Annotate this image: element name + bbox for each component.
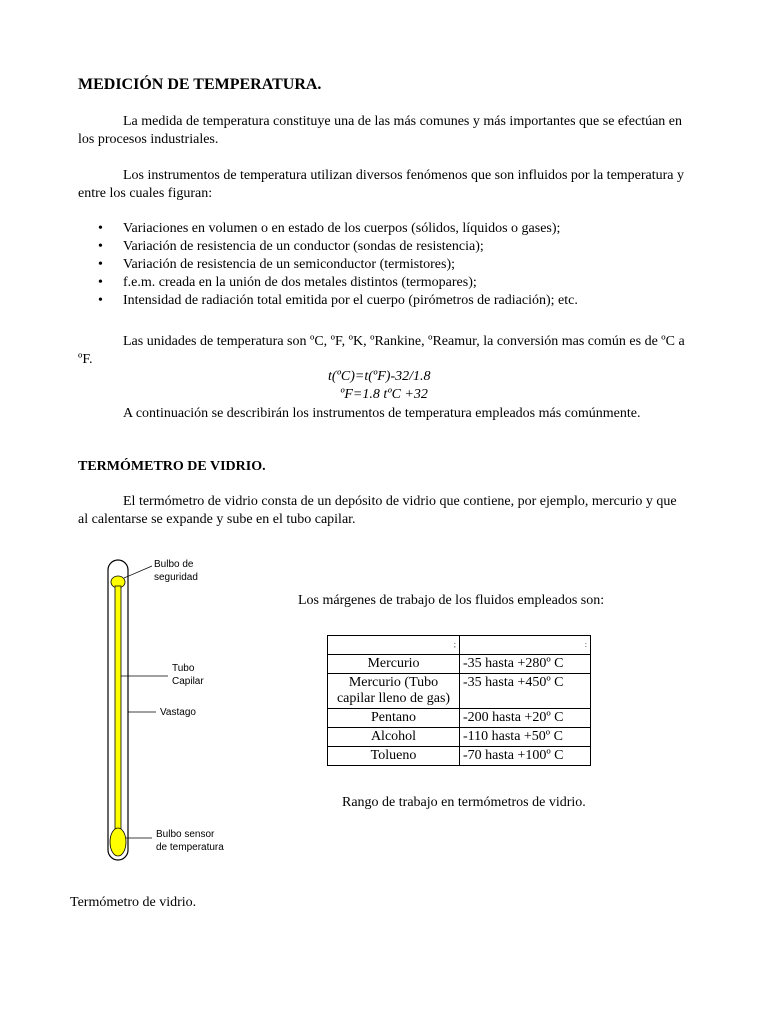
table-row bbox=[328, 655, 591, 674]
table-header-row bbox=[328, 636, 591, 655]
section-paragraph: El termómetro de vidrio consta de un depósito de vidrio que contiene, por ejemplo, mercurio y que al calentarse se expande y sube en el tubo capilar. bbox=[78, 494, 677, 527]
equation-celsius: t(ºC)=t(ºF)-32/1.8 bbox=[328, 369, 431, 384]
table-intro: Los márgenes de trabajo de los fluidos empleados son: bbox=[298, 593, 605, 608]
header-cell: ; bbox=[328, 636, 460, 655]
table-caption: Rango de trabajo en termómetros de vidrio. bbox=[342, 795, 586, 810]
label-safety-bulb: Bulbo de seguridad bbox=[154, 559, 198, 583]
range-cell: -70 hasta +100º C bbox=[460, 747, 591, 766]
list-item: • Variación de resistencia de un semiconductor (termistores); bbox=[78, 256, 578, 274]
list-item: • f.e.m. creada en la unión de dos metales distintos (termopares); bbox=[78, 274, 578, 292]
fluid-cell: Pentano bbox=[328, 709, 460, 728]
figure-caption: Termómetro de vidrio. bbox=[70, 895, 197, 910]
range-cell: -35 hasta +450º C bbox=[460, 674, 591, 709]
table-row bbox=[328, 674, 591, 709]
list-item: • Intensidad de radiación total emitida por el cuerpo (pirómetros de radiación); etc. bbox=[78, 292, 578, 310]
fluids-table bbox=[327, 635, 591, 766]
label-sensor-bulb: Bulbo sensor de temperatura bbox=[156, 829, 224, 853]
capillary-column bbox=[115, 586, 121, 834]
table-row bbox=[328, 747, 591, 766]
intro-paragraph-2: Los instrumentos de temperatura utilizan diversos fenómenos que son influidos por la temperatura y entre los cuales figuran: bbox=[78, 168, 685, 201]
list-item: • Variaciones en volumen o en estado de los cuerpos (sólidos, líquidos o gases); bbox=[78, 220, 578, 238]
fluid-cell: Mercurio (Tubo capilar lleno de gas) bbox=[328, 674, 460, 709]
header-cell: : bbox=[460, 636, 591, 655]
fluid-cell: Tolueno bbox=[328, 747, 460, 766]
range-cell: -110 hasta +50º C bbox=[460, 728, 591, 747]
label-stem: Vastago bbox=[160, 707, 196, 718]
sensor-bulb bbox=[110, 828, 126, 856]
intro-paragraph-1: La medida de temperatura constituye una de las más comunes y más importantes que se efectúan en los procesos industriales. bbox=[78, 114, 683, 147]
fluid-cell: Alcohol bbox=[328, 728, 460, 747]
continuation-paragraph: A continuación se describirán los instrumentos de temperatura empleados más comúnmente. bbox=[123, 406, 641, 421]
page-title: MEDICIÓN DE TEMPERATURA. bbox=[78, 76, 322, 93]
table-row bbox=[328, 728, 591, 747]
fluid-cell: Mercurio bbox=[328, 655, 460, 674]
equation-fahrenheit: ºF=1.8 tºC +32 bbox=[340, 387, 428, 402]
table-row bbox=[328, 709, 591, 728]
list-item: • Variación de resistencia de un conductor (sondas de resistencia); bbox=[78, 238, 578, 256]
section-title: TERMÓMETRO DE VIDRIO. bbox=[78, 459, 266, 474]
phenomena-list bbox=[78, 220, 578, 310]
range-cell: -200 hasta +20º C bbox=[460, 709, 591, 728]
range-cell: -35 hasta +280º C bbox=[460, 655, 591, 674]
label-capillary: Tubo Capilar bbox=[172, 663, 204, 687]
units-paragraph: Las unidades de temperatura son ºC, ºF, ºK, ºRankine, ºReamur, la conversión mas común es de ºC a ºF. bbox=[78, 334, 685, 367]
